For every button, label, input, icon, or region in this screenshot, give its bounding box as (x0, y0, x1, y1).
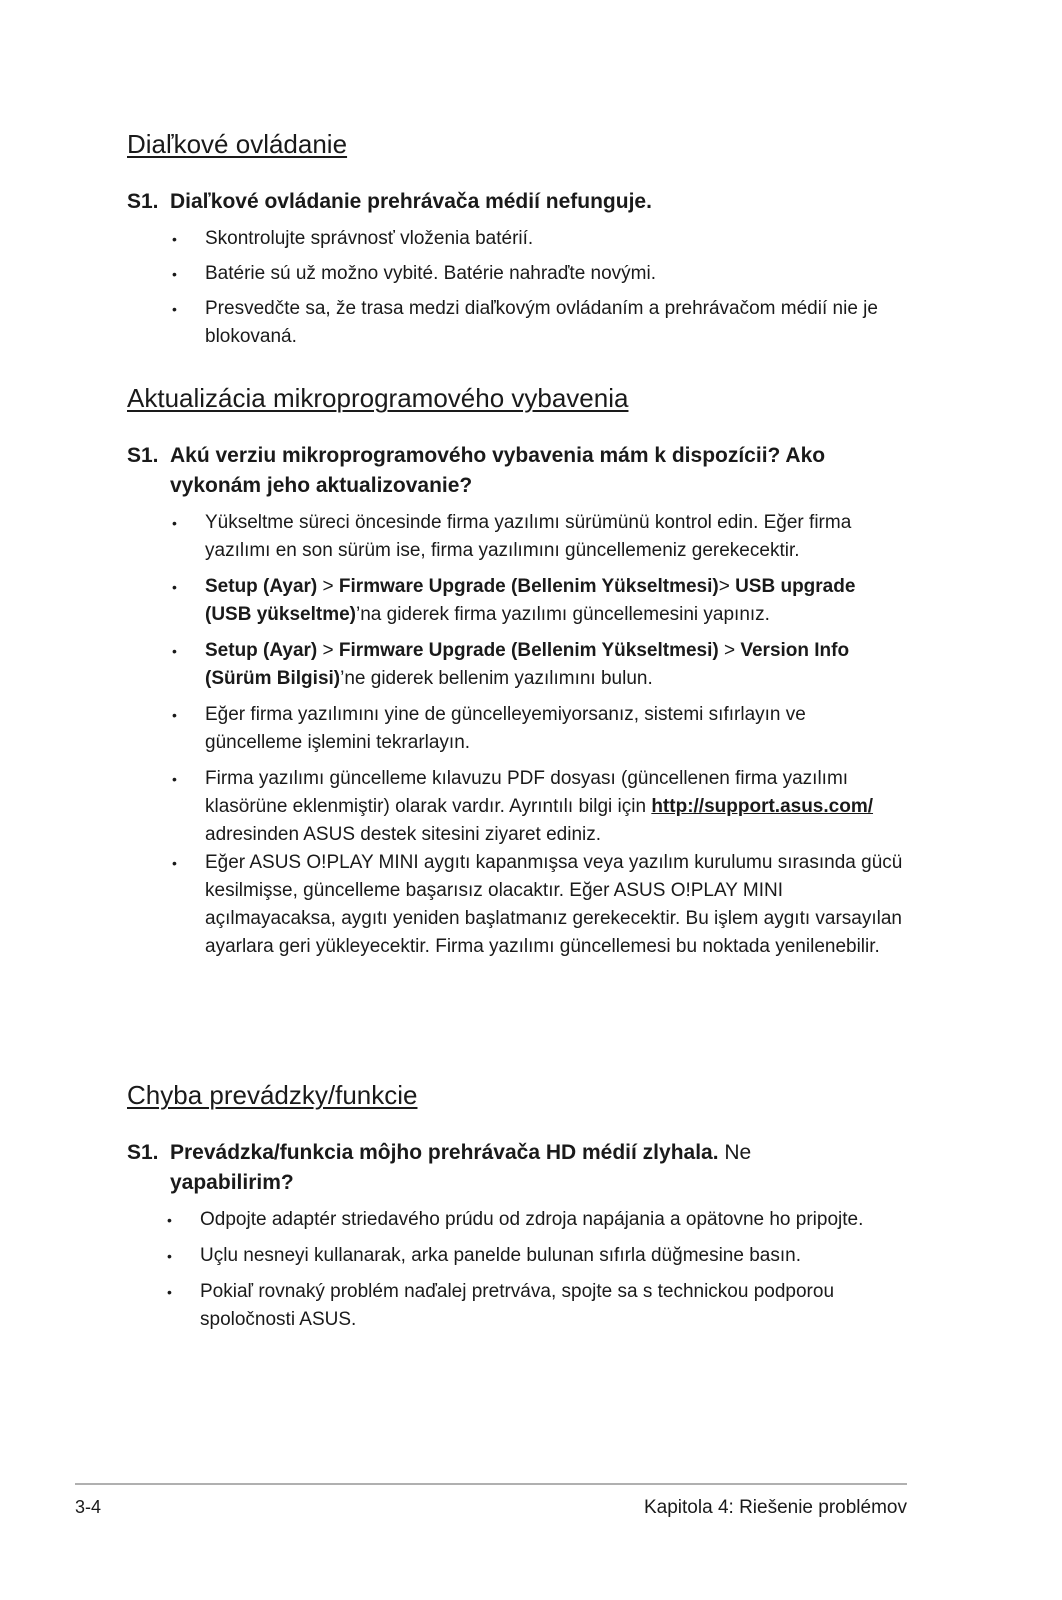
menu-path-firmware: Firmware Upgrade (Bellenim Yükseltmesi) (338, 576, 719, 597)
chapter-title: Kapitola 4: Riešenie problémov (644, 1497, 907, 1518)
footer-divider (75, 1483, 907, 1485)
section-title-operation: Chyba prevádzky/funkcie (127, 1080, 418, 1110)
list-item: • Uçlu nesneyi kullanarak, arka panelde bulunan sıfırla düğmesine basın. (200, 1242, 900, 1270)
section-title-remote: Diaľkové ovládanie (127, 129, 348, 159)
list-item-text: ’na giderek firma yazılımı güncellemesini yapınız. (356, 604, 770, 625)
bullet-list-firmware (205, 509, 905, 961)
page-number: 3-4 (75, 1497, 102, 1517)
list-item: • Eğer firma yazılımını yine de güncelleyemiyorsanız, sistemi sıfırlayın ve güncelleme işlemini tekrarlayın. (205, 701, 905, 757)
menu-path-setup: Setup (Ayar) (205, 576, 318, 597)
path-separator: > (317, 576, 339, 597)
question-number: S1. (127, 1141, 159, 1164)
question-text-line2: yapabilirim? (170, 1171, 294, 1194)
list-item: • Yükseltme süreci öncesinde firma yazılımı sürümünü kontrol edin. Eğer firma yazılımı en son sürüm ise, firma yazılımını güncellemeniz gerekecektir. (205, 509, 905, 565)
list-item-text: adresinden ASUS destek sitesini ziyaret ediniz. (205, 824, 602, 845)
list-item-text: Firma yazılımı güncelleme kılavuzu PDF dosyası (güncellenen firma yazılımı klasörüne eklenmiştir) olarak vardır. Ayrıntılı bilgi için (205, 768, 849, 817)
question-text: Prevádzka/funkcia môjho prehrávača HD médií zlyhala. (170, 1141, 719, 1164)
section-title-firmware: Aktualizácia mikroprogramového vybavenia (127, 383, 629, 413)
question-operation (127, 1138, 927, 1198)
question-firmware (127, 441, 927, 501)
question-text-suffix: Ne (718, 1141, 752, 1164)
menu-path-version-info: Version Info (Sürüm Bilgisi) (205, 640, 850, 689)
list-item: • Presvedčte sa, že trasa medzi diaľkovým ovládaním a prehrávačom médií nie je blokovaná. (205, 295, 925, 351)
list-item: • Pokiaľ rovnaký problém naďalej pretrváva, spojte sa s technickou podporou spoločnosti ASUS. (200, 1278, 900, 1334)
list-item (205, 573, 905, 629)
menu-path-usb-upgrade: USB upgrade (USB yükseltme) (205, 576, 856, 625)
question-remote (127, 187, 927, 217)
list-item (205, 765, 905, 849)
question-number: S1. (127, 190, 159, 213)
question-number: S1. (127, 444, 159, 467)
question-text-line2: vykonám jeho aktualizovanie? (170, 474, 473, 497)
path-separator: > (317, 640, 339, 661)
menu-path-setup: Setup (Ayar) (205, 640, 318, 661)
question-text: Diaľkové ovládanie prehrávača médií nefunguje. (170, 190, 652, 213)
list-item: • Eğer ASUS O!PLAY MINI aygıtı kapanmışsa veya yazılım kurulumu sırasında gücü kesilmişse, güncelleme başarısız olacaktır. Eğer ASUS O!PLAY MINI açılmayacaksa, aygıtı yeniden başlatmanız gerekecektir. Bu işlem aygıtı varsayılan ayarlara geri yükleyecektir. Firma yazılımı güncellemesi bu noktada yenilenebilir. (205, 849, 905, 961)
question-text: Akú verziu mikroprogramového vybavenia mám k dispozícii? Ako (170, 444, 826, 467)
list-item: • Skontrolujte správnosť vloženia batérií. (205, 225, 925, 253)
support-link[interactable]: http://support.asus.com/ (651, 796, 874, 817)
bullet-list-operation (200, 1206, 900, 1334)
list-item-text: ’ne giderek bellenim yazılımını bulun. (340, 668, 653, 689)
path-separator: > (718, 576, 736, 597)
path-separator: > (718, 640, 741, 661)
menu-path-firmware: Firmware Upgrade (Bellenim Yükseltmesi) (338, 640, 719, 661)
list-item: • Odpojte adaptér striedavého prúdu od zdroja napájania a opätovne ho pripojte. (200, 1206, 900, 1234)
list-item: • Batérie sú už možno vybité. Batérie nahraďte novými. (205, 260, 925, 288)
bullet-list-remote (205, 225, 925, 351)
list-item (205, 637, 905, 693)
